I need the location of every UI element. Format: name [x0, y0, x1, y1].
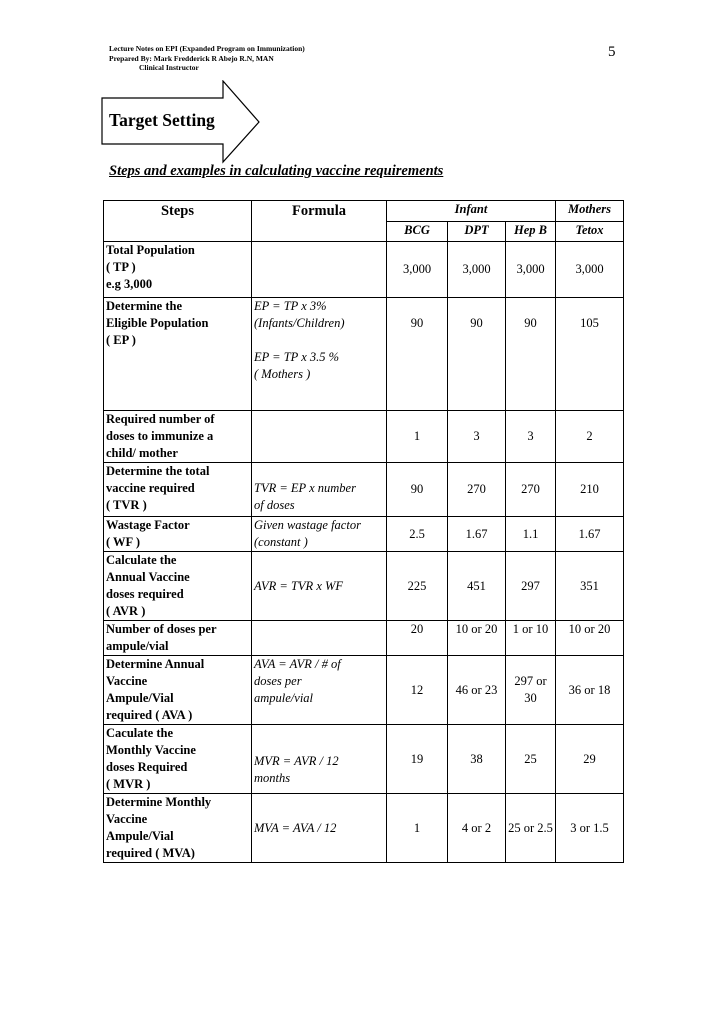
table-row [104, 552, 624, 621]
formula-line: MVR = AVR / 12 [254, 754, 339, 768]
value-cell: 270 [448, 463, 506, 517]
table-row [104, 725, 624, 794]
formula-line: AVA = AVR / # of [254, 657, 341, 671]
step-cell [104, 794, 252, 863]
step-line: child/ mother [106, 446, 178, 460]
step-cell [104, 298, 252, 411]
value-cell: 46 or 23 [448, 656, 506, 725]
formula-cell [252, 242, 387, 298]
step-line: doses Required [106, 760, 188, 774]
step-line: e.g 3,000 [106, 277, 153, 291]
value-cell: 3 or 1.5 [556, 794, 624, 863]
formula-cell [252, 298, 387, 411]
value-cell: 451 [448, 552, 506, 621]
step-line: Wastage Factor [106, 518, 190, 532]
step-cell [104, 517, 252, 552]
value-cell: 90 [387, 298, 448, 411]
value-cell: 3,000 [387, 242, 448, 298]
formula-cell [252, 411, 387, 463]
table-row [104, 463, 624, 517]
vaccine-header-bcg: BCG [387, 222, 448, 242]
value-cell: 105 [556, 298, 624, 411]
value-cell: 1.67 [448, 517, 506, 552]
value-cell: 210 [556, 463, 624, 517]
running-header [109, 44, 305, 73]
value-cell: 4 or 2 [448, 794, 506, 863]
step-line: Required number of [106, 412, 215, 426]
formula-cell [252, 621, 387, 656]
value-cell: 1 [387, 411, 448, 463]
step-line: Determine the [106, 299, 183, 313]
value-cell: 90 [387, 463, 448, 517]
step-cell [104, 725, 252, 794]
value-cell: 19 [387, 725, 448, 794]
table-row [104, 621, 624, 656]
value-cell: 1.1 [506, 517, 556, 552]
header-line-3: Clinical Instructor [139, 63, 199, 72]
step-cell [104, 552, 252, 621]
formula-cell [252, 463, 387, 517]
step-line: ( MVR ) [106, 777, 151, 791]
value-cell: 1 or 10 [506, 621, 556, 656]
step-line: required ( MVA) [106, 846, 195, 860]
value-cell: 351 [556, 552, 624, 621]
formula-line: AVR = TVR x WF [254, 578, 344, 593]
formula-line: months [254, 771, 291, 785]
formula-cell [252, 552, 387, 621]
value-cell: 2 [556, 411, 624, 463]
value-cell: 10 or 20 [556, 621, 624, 656]
step-line: ( AVR ) [106, 604, 146, 618]
value-cell: 3 [448, 411, 506, 463]
group-header-mothers: Mothers [556, 201, 624, 222]
table-row [104, 242, 624, 298]
value-cell: 225 [387, 552, 448, 621]
formula-line: TVR = EP x number [254, 481, 356, 495]
step-line: ( EP ) [106, 333, 136, 347]
value-cell: 20 [387, 621, 448, 656]
value-cell: 38 [448, 725, 506, 794]
value-cell: 12 [387, 656, 448, 725]
formula-line: EP = TP x 3.5 % [254, 350, 340, 364]
section-title: Target Setting [109, 110, 215, 130]
value-cell: 297 [506, 552, 556, 621]
step-line: Determine Monthly [106, 795, 212, 809]
step-cell [104, 621, 252, 656]
formula-line: ( Mothers ) [254, 367, 311, 381]
step-line: ampule/vial [106, 639, 169, 653]
step-cell [104, 242, 252, 298]
step-line: Determine the total [106, 464, 210, 478]
value-cell: 3 [506, 411, 556, 463]
step-line: required ( AVA ) [106, 708, 193, 722]
step-line: vaccine required [106, 481, 195, 495]
value-cell: 25 [506, 725, 556, 794]
table-row [104, 517, 624, 552]
formula-line: (constant ) [254, 535, 308, 549]
formula-cell [252, 517, 387, 552]
table-subtitle: Steps and examples in calculating vaccine requirements [109, 163, 444, 179]
formula-line: (Infants/Children) [254, 316, 345, 330]
table-row [104, 298, 624, 411]
step-line: Determine Annual [106, 657, 205, 671]
step-line: ( TVR ) [106, 498, 147, 512]
step-line: doses to immunize a [106, 429, 214, 443]
value-cell: 10 or 20 [448, 621, 506, 656]
formula-line: doses per [254, 674, 302, 688]
step-cell [104, 463, 252, 517]
step-line: doses required [106, 587, 184, 601]
value-cell: 1.67 [556, 517, 624, 552]
value-cell: 3,000 [448, 242, 506, 298]
step-line: Caculate the [106, 726, 173, 740]
formula-line: Given wastage factor [254, 518, 361, 532]
step-cell [104, 656, 252, 725]
vaccine-header-dpt: DPT [448, 222, 506, 242]
formula-line: MVA = AVA / 12 [254, 820, 337, 835]
value-cell: 29 [556, 725, 624, 794]
value-cell: 297 or 30 [506, 656, 556, 725]
step-line: Eligible Population [106, 316, 209, 330]
formula-cell [252, 794, 387, 863]
formula-line [254, 332, 384, 349]
table-row [104, 656, 624, 725]
header-line-2: Prepared By: Mark Fredderick R Abejo R.N, MAN [109, 53, 274, 63]
formula-line: ampule/vial [254, 691, 314, 705]
value-cell: 90 [448, 298, 506, 411]
table-row [104, 411, 624, 463]
step-line: Vaccine [106, 812, 148, 826]
column-header-formula: Formula [252, 201, 387, 242]
step-line: Vaccine [106, 674, 148, 688]
formula-cell [252, 725, 387, 794]
step-line: Total Population [106, 243, 195, 257]
value-cell: 25 or 2.5 [506, 794, 556, 863]
formula-cell [252, 656, 387, 725]
page-number: 5 [608, 44, 616, 60]
vaccine-requirements-table [103, 200, 624, 863]
step-cell [104, 411, 252, 463]
step-line: Monthly Vaccine [106, 743, 196, 757]
header-line-1: Lecture Notes on EPI (Expanded Program on Immunization) [109, 44, 305, 53]
value-cell: 3,000 [556, 242, 624, 298]
value-cell: 270 [506, 463, 556, 517]
step-line: Number of doses per [106, 622, 217, 636]
table-row [104, 794, 624, 863]
step-line: Ampule/Vial [106, 829, 174, 843]
value-cell: 2.5 [387, 517, 448, 552]
column-header-steps: Steps [104, 201, 252, 242]
section-arrow [101, 80, 261, 164]
step-line: Ampule/Vial [106, 691, 174, 705]
step-line: ( TP ) [106, 260, 136, 274]
value-cell: 36 or 18 [556, 656, 624, 725]
vaccine-header-tetox: Tetox [556, 222, 624, 242]
vaccine-header-hepb: Hep B [506, 222, 556, 242]
formula-line: EP = TP x 3% [254, 299, 327, 313]
group-header-infant: Infant [387, 201, 556, 222]
step-line: Annual Vaccine [106, 570, 190, 584]
value-cell: 3,000 [506, 242, 556, 298]
step-line: Calculate the [106, 553, 177, 567]
value-cell: 1 [387, 794, 448, 863]
formula-line: of doses [254, 498, 295, 512]
value-cell: 90 [506, 298, 556, 411]
step-line: ( WF ) [106, 535, 141, 549]
